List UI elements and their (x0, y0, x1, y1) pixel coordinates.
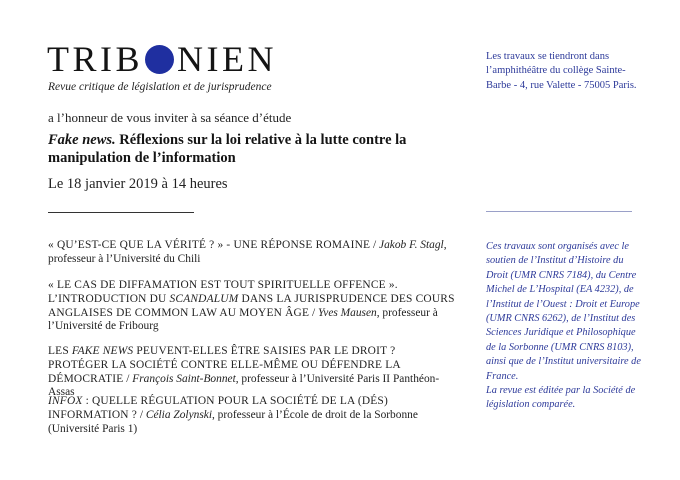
talk-title-end: PEUVENT-ELLES ÊTRE SAISIES PAR LE DROIT ? PROTÉGER LA SOCIÉTÉ CONTRE ELLE-MÊME OU DÉFENDRE LA DÉMOCRATIE (48, 345, 401, 385)
talk-affiliation: , professeur à l’Université de Fribourg (48, 306, 438, 333)
talk-affiliation: , professeur à l’Université Paris II Panthéon-Assas (48, 372, 440, 399)
talk-author: Yves Mausen (317, 306, 377, 319)
talk-item (48, 279, 458, 334)
talk-separator: / (370, 239, 380, 251)
logo-text-start: TRIB (47, 39, 144, 79)
talk-separator: / (123, 372, 133, 385)
venue-info: Les travaux se tiendront dans l’amphithéâtre du collège Sainte-Barbe - 4, rue Valette - 75005 Paris. (486, 51, 637, 91)
talk-affiliation: , professeur à l’Université du Chili (48, 239, 447, 265)
talk-title-italic: SCANDALUM (169, 292, 239, 305)
sponsors-info (486, 240, 646, 413)
event-title (48, 131, 448, 167)
talk-item (48, 239, 458, 267)
sponsors-text: Ces travaux sont organisés avec le soutien de l’Institut d’Histoire du Droit (UMR CNRS 7184), du Centre Michel de L’Hospital (EA 4232), de l’Institut de l’Ouest : Droit et Europe (UMR CNRS 6262), de l’Institut des Sciences Juridique et Philosophique de la Sorbonne (UMR CNRS 8103), ainsi que de l’Institut universitaire de France. (486, 241, 641, 382)
talk-author: François Saint-Bonnet (132, 372, 236, 385)
talk-separator: / (309, 306, 318, 319)
talk-author: Célia Zolynski (145, 408, 212, 421)
talk-separator: / (136, 408, 146, 421)
talk-title: LES (48, 345, 72, 357)
talk-affiliation: , professeur à l’École de droit de la Sorbonne (Université Paris 1) (48, 408, 418, 435)
logo-text-end: NIEN (177, 39, 277, 79)
journal-subtitle: Revue critique de législation et de jurisprudence (48, 81, 272, 93)
publisher-note: La revue est éditée par la Société de législation comparée. (486, 385, 636, 411)
talk-title: « LE CAS DE DIFFAMATION EST TOUT SPIRITUELLE OFFENCE ». L’INTRODUCTION DU (48, 279, 398, 305)
talk-author: Jakob F. Stagl (379, 239, 444, 251)
divider-left (48, 212, 194, 213)
talk-title-italic: INFOX (48, 395, 83, 407)
event-date: Le 18 janvier 2019 à 14 heures (48, 176, 228, 192)
talk-title-italic: FAKE NEWS (71, 345, 134, 357)
talk-item (48, 395, 458, 436)
talk-title-end: DANS LA JURISPRUDENCE DES COURS ANGLAISES DE COMMON LAW AU MOYEN ÂGE (48, 292, 455, 319)
event-title-rest: Réflexions sur la loi relative à la lutte contre la manipulation de l’information (48, 132, 407, 166)
invitation-line: a l’honneur de vous inviter à sa séance d’étude (48, 110, 292, 125)
tribonien-logo (47, 41, 277, 77)
talk-title-end: : QUELLE RÉGULATION POUR LA SOCIÉTÉ DE LA (DÉS) INFORMATION ? (48, 395, 388, 421)
divider-right (486, 211, 632, 212)
logo-dot-icon (145, 45, 174, 74)
event-title-italic: Fake news. (48, 132, 116, 148)
talk-item (48, 345, 458, 400)
talk-title: « QU’EST-CE QUE LA VÉRITÉ ? » - UNE RÉPONSE ROMAINE (48, 239, 371, 251)
